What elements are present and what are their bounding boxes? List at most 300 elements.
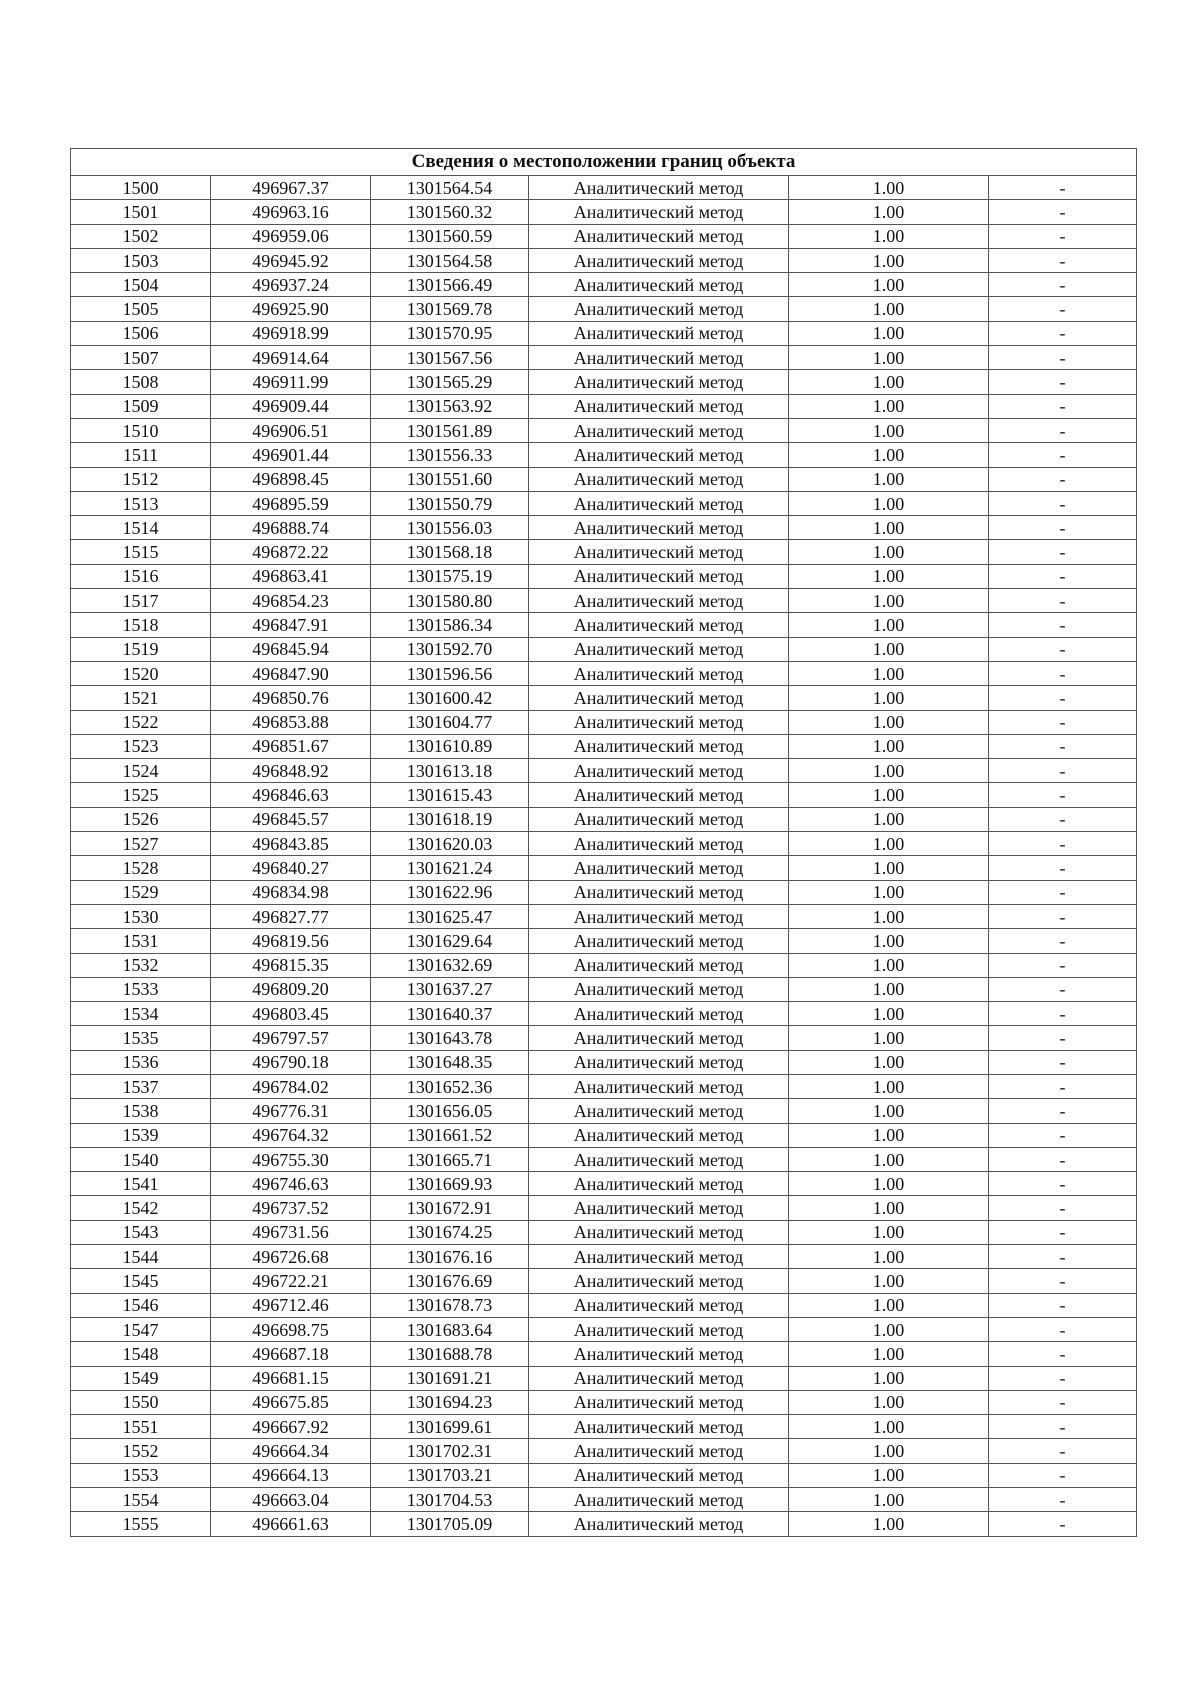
x-coordinate-cell: 496850.76 (211, 686, 371, 710)
x-coordinate-cell: 496963.16 (211, 200, 371, 224)
x-coordinate-cell: 496776.31 (211, 1099, 371, 1123)
description-cell: - (989, 1512, 1137, 1536)
x-coordinate-cell: 496851.67 (211, 734, 371, 758)
point-number-cell: 1517 (71, 589, 211, 613)
accuracy-cell: 1.00 (789, 1220, 989, 1244)
y-coordinate-cell: 1301586.34 (371, 613, 529, 637)
description-cell: - (989, 248, 1137, 272)
accuracy-cell: 1.00 (789, 370, 989, 394)
point-number-cell: 1508 (71, 370, 211, 394)
accuracy-cell: 1.00 (789, 564, 989, 588)
method-cell: Аналитический метод (529, 1488, 789, 1512)
accuracy-cell: 1.00 (789, 1123, 989, 1147)
point-number-cell: 1531 (71, 929, 211, 953)
accuracy-cell: 1.00 (789, 540, 989, 564)
x-coordinate-cell: 496667.92 (211, 1415, 371, 1439)
accuracy-cell: 1.00 (789, 880, 989, 904)
x-coordinate-cell: 496834.98 (211, 880, 371, 904)
accuracy-cell: 1.00 (789, 661, 989, 685)
description-cell: - (989, 783, 1137, 807)
x-coordinate-cell: 496911.99 (211, 370, 371, 394)
point-number-cell: 1539 (71, 1123, 211, 1147)
x-coordinate-cell: 496809.20 (211, 977, 371, 1001)
description-cell: - (989, 540, 1137, 564)
description-cell: - (989, 807, 1137, 831)
description-cell: - (989, 953, 1137, 977)
description-cell: - (989, 977, 1137, 1001)
x-coordinate-cell: 496722.21 (211, 1269, 371, 1293)
x-coordinate-cell: 496901.44 (211, 443, 371, 467)
point-number-cell: 1505 (71, 297, 211, 321)
table-row (71, 759, 1137, 783)
table-row (71, 540, 1137, 564)
description-cell: - (989, 1245, 1137, 1269)
description-cell: - (989, 1147, 1137, 1171)
y-coordinate-cell: 1301688.78 (371, 1342, 529, 1366)
table-row (71, 224, 1137, 248)
table-row (71, 394, 1137, 418)
y-coordinate-cell: 1301570.95 (371, 321, 529, 345)
table-row (71, 856, 1137, 880)
table-row (71, 491, 1137, 515)
description-cell: - (989, 1390, 1137, 1414)
x-coordinate-cell: 496845.57 (211, 807, 371, 831)
method-cell: Аналитический метод (529, 686, 789, 710)
x-coordinate-cell: 496840.27 (211, 856, 371, 880)
method-cell: Аналитический метод (529, 1390, 789, 1414)
point-number-cell: 1524 (71, 759, 211, 783)
y-coordinate-cell: 1301676.16 (371, 1245, 529, 1269)
table-row (71, 613, 1137, 637)
method-cell: Аналитический метод (529, 1196, 789, 1220)
point-number-cell: 1546 (71, 1293, 211, 1317)
accuracy-cell: 1.00 (789, 589, 989, 613)
table-row (71, 297, 1137, 321)
accuracy-cell: 1.00 (789, 710, 989, 734)
point-number-cell: 1510 (71, 418, 211, 442)
accuracy-cell: 1.00 (789, 1317, 989, 1341)
x-coordinate-cell: 496663.04 (211, 1488, 371, 1512)
method-cell: Аналитический метод (529, 321, 789, 345)
method-cell: Аналитический метод (529, 856, 789, 880)
point-number-cell: 1526 (71, 807, 211, 831)
x-coordinate-cell: 496945.92 (211, 248, 371, 272)
x-coordinate-cell: 496888.74 (211, 516, 371, 540)
point-number-cell: 1538 (71, 1099, 211, 1123)
point-number-cell: 1507 (71, 346, 211, 370)
method-cell: Аналитический метод (529, 224, 789, 248)
y-coordinate-cell: 1301661.52 (371, 1123, 529, 1147)
table-row (71, 1366, 1137, 1390)
accuracy-cell: 1.00 (789, 637, 989, 661)
point-number-cell: 1529 (71, 880, 211, 904)
accuracy-cell: 1.00 (789, 443, 989, 467)
point-number-cell: 1553 (71, 1463, 211, 1487)
description-cell: - (989, 176, 1137, 200)
point-number-cell: 1513 (71, 491, 211, 515)
accuracy-cell: 1.00 (789, 1439, 989, 1463)
table-row (71, 783, 1137, 807)
accuracy-cell: 1.00 (789, 248, 989, 272)
x-coordinate-cell: 496803.45 (211, 1002, 371, 1026)
x-coordinate-cell: 496675.85 (211, 1390, 371, 1414)
y-coordinate-cell: 1301703.21 (371, 1463, 529, 1487)
y-coordinate-cell: 1301699.61 (371, 1415, 529, 1439)
method-cell: Аналитический метод (529, 1147, 789, 1171)
description-cell: - (989, 1123, 1137, 1147)
description-cell: - (989, 856, 1137, 880)
table-row (71, 1488, 1137, 1512)
description-cell: - (989, 880, 1137, 904)
x-coordinate-cell: 496906.51 (211, 418, 371, 442)
method-cell: Аналитический метод (529, 1293, 789, 1317)
point-number-cell: 1540 (71, 1147, 211, 1171)
table-row (71, 734, 1137, 758)
method-cell: Аналитический метод (529, 1439, 789, 1463)
description-cell: - (989, 224, 1137, 248)
x-coordinate-cell: 496698.75 (211, 1317, 371, 1341)
table-row (71, 273, 1137, 297)
boundary-points-table (70, 148, 1137, 1537)
table-title-row (71, 149, 1137, 176)
accuracy-cell: 1.00 (789, 1147, 989, 1171)
accuracy-cell: 1.00 (789, 1196, 989, 1220)
y-coordinate-cell: 1301620.03 (371, 832, 529, 856)
y-coordinate-cell: 1301629.64 (371, 929, 529, 953)
point-number-cell: 1503 (71, 248, 211, 272)
description-cell: - (989, 613, 1137, 637)
x-coordinate-cell: 496815.35 (211, 953, 371, 977)
point-number-cell: 1547 (71, 1317, 211, 1341)
accuracy-cell: 1.00 (789, 759, 989, 783)
x-coordinate-cell: 496712.46 (211, 1293, 371, 1317)
y-coordinate-cell: 1301565.29 (371, 370, 529, 394)
table-row (71, 589, 1137, 613)
method-cell: Аналитический метод (529, 540, 789, 564)
method-cell: Аналитический метод (529, 1172, 789, 1196)
description-cell: - (989, 1415, 1137, 1439)
point-number-cell: 1555 (71, 1512, 211, 1536)
description-cell: - (989, 491, 1137, 515)
method-cell: Аналитический метод (529, 880, 789, 904)
x-coordinate-cell: 496746.63 (211, 1172, 371, 1196)
point-number-cell: 1541 (71, 1172, 211, 1196)
table-row (71, 953, 1137, 977)
description-cell: - (989, 418, 1137, 442)
y-coordinate-cell: 1301637.27 (371, 977, 529, 1001)
description-cell: - (989, 1366, 1137, 1390)
accuracy-cell: 1.00 (789, 1512, 989, 1536)
accuracy-cell: 1.00 (789, 176, 989, 200)
method-cell: Аналитический метод (529, 1026, 789, 1050)
y-coordinate-cell: 1301596.56 (371, 661, 529, 685)
accuracy-cell: 1.00 (789, 1415, 989, 1439)
method-cell: Аналитический метод (529, 589, 789, 613)
accuracy-cell: 1.00 (789, 297, 989, 321)
accuracy-cell: 1.00 (789, 394, 989, 418)
description-cell: - (989, 589, 1137, 613)
table-row (71, 1172, 1137, 1196)
point-number-cell: 1516 (71, 564, 211, 588)
point-number-cell: 1552 (71, 1439, 211, 1463)
method-cell: Аналитический метод (529, 1099, 789, 1123)
description-cell: - (989, 321, 1137, 345)
point-number-cell: 1504 (71, 273, 211, 297)
x-coordinate-cell: 496853.88 (211, 710, 371, 734)
y-coordinate-cell: 1301691.21 (371, 1366, 529, 1390)
x-coordinate-cell: 496681.15 (211, 1366, 371, 1390)
description-cell: - (989, 1050, 1137, 1074)
accuracy-cell: 1.00 (789, 1099, 989, 1123)
y-coordinate-cell: 1301551.60 (371, 467, 529, 491)
accuracy-cell: 1.00 (789, 1269, 989, 1293)
table-row (71, 880, 1137, 904)
y-coordinate-cell: 1301613.18 (371, 759, 529, 783)
y-coordinate-cell: 1301694.23 (371, 1390, 529, 1414)
table-row (71, 661, 1137, 685)
description-cell: - (989, 564, 1137, 588)
method-cell: Аналитический метод (529, 807, 789, 831)
point-number-cell: 1542 (71, 1196, 211, 1220)
table-row (71, 832, 1137, 856)
table-row (71, 1439, 1137, 1463)
y-coordinate-cell: 1301567.56 (371, 346, 529, 370)
point-number-cell: 1533 (71, 977, 211, 1001)
point-number-cell: 1522 (71, 710, 211, 734)
point-number-cell: 1543 (71, 1220, 211, 1244)
point-number-cell: 1537 (71, 1074, 211, 1098)
description-cell: - (989, 1220, 1137, 1244)
method-cell: Аналитический метод (529, 1317, 789, 1341)
accuracy-cell: 1.00 (789, 832, 989, 856)
method-cell: Аналитический метод (529, 370, 789, 394)
table-title: Сведения о местоположении границ объекта (71, 149, 1137, 176)
method-cell: Аналитический метод (529, 1050, 789, 1074)
description-cell: - (989, 710, 1137, 734)
table-row (71, 248, 1137, 272)
description-cell: - (989, 686, 1137, 710)
description-cell: - (989, 637, 1137, 661)
x-coordinate-cell: 496755.30 (211, 1147, 371, 1171)
description-cell: - (989, 1342, 1137, 1366)
point-number-cell: 1528 (71, 856, 211, 880)
method-cell: Аналитический метод (529, 516, 789, 540)
x-coordinate-cell: 496914.64 (211, 346, 371, 370)
description-cell: - (989, 929, 1137, 953)
accuracy-cell: 1.00 (789, 929, 989, 953)
point-number-cell: 1506 (71, 321, 211, 345)
y-coordinate-cell: 1301665.71 (371, 1147, 529, 1171)
table-row (71, 1196, 1137, 1220)
method-cell: Аналитический метод (529, 200, 789, 224)
accuracy-cell: 1.00 (789, 346, 989, 370)
x-coordinate-cell: 496726.68 (211, 1245, 371, 1269)
point-number-cell: 1500 (71, 176, 211, 200)
x-coordinate-cell: 496784.02 (211, 1074, 371, 1098)
point-number-cell: 1549 (71, 1366, 211, 1390)
y-coordinate-cell: 1301615.43 (371, 783, 529, 807)
point-number-cell: 1514 (71, 516, 211, 540)
point-number-cell: 1501 (71, 200, 211, 224)
table-body (71, 176, 1137, 1537)
x-coordinate-cell: 496925.90 (211, 297, 371, 321)
method-cell: Аналитический метод (529, 176, 789, 200)
description-cell: - (989, 370, 1137, 394)
table-row (71, 1390, 1137, 1414)
method-cell: Аналитический метод (529, 491, 789, 515)
accuracy-cell: 1.00 (789, 686, 989, 710)
table-row (71, 710, 1137, 734)
x-coordinate-cell: 496737.52 (211, 1196, 371, 1220)
accuracy-cell: 1.00 (789, 224, 989, 248)
method-cell: Аналитический метод (529, 418, 789, 442)
description-cell: - (989, 346, 1137, 370)
table-row (71, 1463, 1137, 1487)
y-coordinate-cell: 1301625.47 (371, 904, 529, 928)
y-coordinate-cell: 1301556.03 (371, 516, 529, 540)
point-number-cell: 1515 (71, 540, 211, 564)
y-coordinate-cell: 1301575.19 (371, 564, 529, 588)
point-number-cell: 1525 (71, 783, 211, 807)
x-coordinate-cell: 496664.13 (211, 1463, 371, 1487)
description-cell: - (989, 661, 1137, 685)
accuracy-cell: 1.00 (789, 418, 989, 442)
method-cell: Аналитический метод (529, 273, 789, 297)
x-coordinate-cell: 496790.18 (211, 1050, 371, 1074)
table-row (71, 1147, 1137, 1171)
accuracy-cell: 1.00 (789, 1245, 989, 1269)
description-cell: - (989, 904, 1137, 928)
method-cell: Аналитический метод (529, 248, 789, 272)
x-coordinate-cell: 496895.59 (211, 491, 371, 515)
accuracy-cell: 1.00 (789, 1026, 989, 1050)
accuracy-cell: 1.00 (789, 734, 989, 758)
x-coordinate-cell: 496909.44 (211, 394, 371, 418)
y-coordinate-cell: 1301683.64 (371, 1317, 529, 1341)
point-number-cell: 1536 (71, 1050, 211, 1074)
method-cell: Аналитический метод (529, 443, 789, 467)
x-coordinate-cell: 496854.23 (211, 589, 371, 613)
description-cell: - (989, 1439, 1137, 1463)
accuracy-cell: 1.00 (789, 613, 989, 637)
table-row (71, 1317, 1137, 1341)
description-cell: - (989, 273, 1137, 297)
x-coordinate-cell: 496845.94 (211, 637, 371, 661)
y-coordinate-cell: 1301618.19 (371, 807, 529, 831)
method-cell: Аналитический метод (529, 710, 789, 734)
description-cell: - (989, 734, 1137, 758)
x-coordinate-cell: 496819.56 (211, 929, 371, 953)
x-coordinate-cell: 496827.77 (211, 904, 371, 928)
method-cell: Аналитический метод (529, 1074, 789, 1098)
y-coordinate-cell: 1301622.96 (371, 880, 529, 904)
accuracy-cell: 1.00 (789, 1342, 989, 1366)
accuracy-cell: 1.00 (789, 953, 989, 977)
description-cell: - (989, 1463, 1137, 1487)
description-cell: - (989, 467, 1137, 491)
point-number-cell: 1544 (71, 1245, 211, 1269)
accuracy-cell: 1.00 (789, 1366, 989, 1390)
method-cell: Аналитический метод (529, 394, 789, 418)
method-cell: Аналитический метод (529, 759, 789, 783)
x-coordinate-cell: 496731.56 (211, 1220, 371, 1244)
point-number-cell: 1548 (71, 1342, 211, 1366)
table-row (71, 346, 1137, 370)
table-row (71, 1050, 1137, 1074)
x-coordinate-cell: 496843.85 (211, 832, 371, 856)
point-number-cell: 1527 (71, 832, 211, 856)
point-number-cell: 1554 (71, 1488, 211, 1512)
y-coordinate-cell: 1301678.73 (371, 1293, 529, 1317)
table-row (71, 1293, 1137, 1317)
method-cell: Аналитический метод (529, 734, 789, 758)
table-row (71, 200, 1137, 224)
point-number-cell: 1502 (71, 224, 211, 248)
y-coordinate-cell: 1301621.24 (371, 856, 529, 880)
x-coordinate-cell: 496661.63 (211, 1512, 371, 1536)
description-cell: - (989, 1269, 1137, 1293)
point-number-cell: 1512 (71, 467, 211, 491)
table-row (71, 977, 1137, 1001)
table-row (71, 516, 1137, 540)
x-coordinate-cell: 496872.22 (211, 540, 371, 564)
y-coordinate-cell: 1301676.69 (371, 1269, 529, 1293)
table-row (71, 929, 1137, 953)
table-row (71, 904, 1137, 928)
description-cell: - (989, 297, 1137, 321)
description-cell: - (989, 394, 1137, 418)
method-cell: Аналитический метод (529, 564, 789, 588)
point-number-cell: 1550 (71, 1390, 211, 1414)
accuracy-cell: 1.00 (789, 904, 989, 928)
table-row (71, 321, 1137, 345)
table-row (71, 1415, 1137, 1439)
point-number-cell: 1545 (71, 1269, 211, 1293)
method-cell: Аналитический метод (529, 1220, 789, 1244)
x-coordinate-cell: 496764.32 (211, 1123, 371, 1147)
description-cell: - (989, 443, 1137, 467)
description-cell: - (989, 200, 1137, 224)
y-coordinate-cell: 1301560.59 (371, 224, 529, 248)
description-cell: - (989, 1317, 1137, 1341)
table-row (71, 467, 1137, 491)
method-cell: Аналитический метод (529, 1342, 789, 1366)
method-cell: Аналитический метод (529, 1123, 789, 1147)
point-number-cell: 1509 (71, 394, 211, 418)
y-coordinate-cell: 1301705.09 (371, 1512, 529, 1536)
method-cell: Аналитический метод (529, 977, 789, 1001)
table-row (71, 1123, 1137, 1147)
y-coordinate-cell: 1301592.70 (371, 637, 529, 661)
y-coordinate-cell: 1301580.80 (371, 589, 529, 613)
method-cell: Аналитический метод (529, 1415, 789, 1439)
accuracy-cell: 1.00 (789, 467, 989, 491)
x-coordinate-cell: 496918.99 (211, 321, 371, 345)
accuracy-cell: 1.00 (789, 1390, 989, 1414)
y-coordinate-cell: 1301643.78 (371, 1026, 529, 1050)
y-coordinate-cell: 1301564.54 (371, 176, 529, 200)
accuracy-cell: 1.00 (789, 321, 989, 345)
method-cell: Аналитический метод (529, 613, 789, 637)
description-cell: - (989, 1172, 1137, 1196)
table-row (71, 1342, 1137, 1366)
y-coordinate-cell: 1301652.36 (371, 1074, 529, 1098)
x-coordinate-cell: 496937.24 (211, 273, 371, 297)
y-coordinate-cell: 1301640.37 (371, 1002, 529, 1026)
table-row (71, 1512, 1137, 1536)
x-coordinate-cell: 496664.34 (211, 1439, 371, 1463)
method-cell: Аналитический метод (529, 1269, 789, 1293)
